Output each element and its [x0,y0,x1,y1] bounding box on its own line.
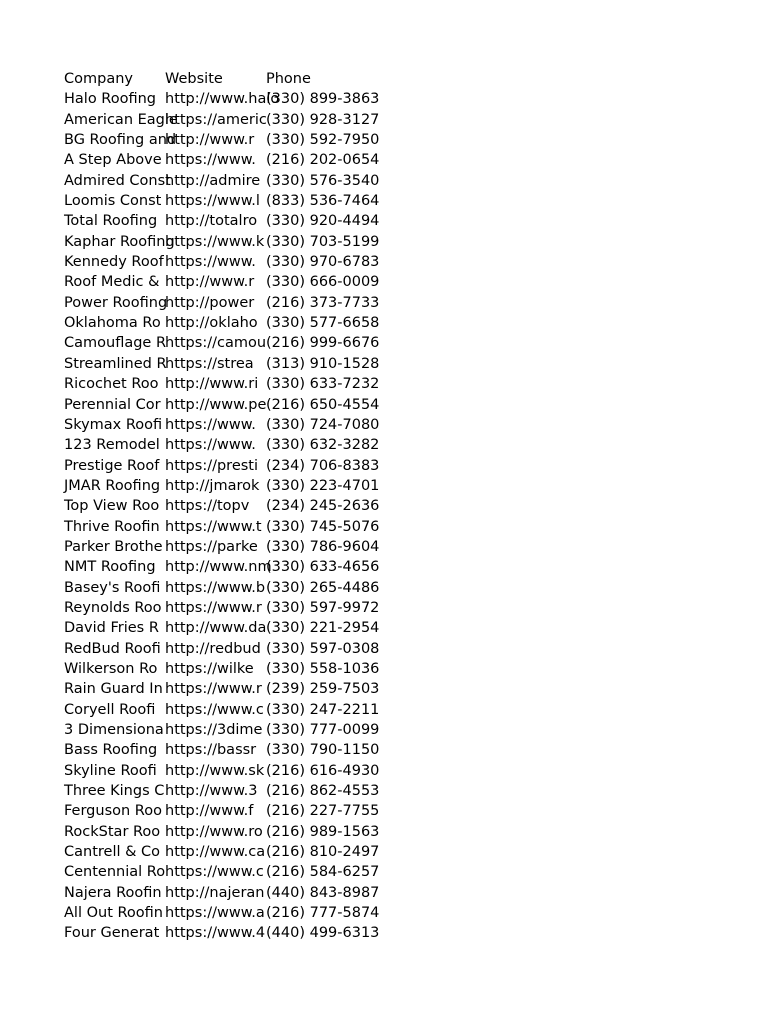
table-row [64,903,396,923]
website-cell: https://presti [165,457,259,474]
website-cell: http://www.ro [165,823,263,840]
phone-cell: (330) 633-4656 [266,559,380,576]
company-cell: NMT Roofing [64,559,156,576]
website-cell: https://www.c [165,701,264,718]
header-company: Company [64,71,133,87]
table-row [64,618,396,638]
phone-cell: (216) 584-6257 [266,864,380,881]
table-row [64,740,396,760]
company-cell: Prestige Roof [64,457,160,474]
company-cell: Total Roofing [64,213,158,230]
table-body [64,89,396,943]
phone-cell: (330) 633-7232 [266,376,380,393]
table-row [64,272,396,292]
table-row [64,313,396,333]
company-cell: American Eagle [64,111,178,128]
website-cell: https://wilke [165,660,254,677]
website-cell: https://www.r [165,599,262,616]
phone-cell: (216) 373-7733 [266,294,380,311]
website-cell: http://admire [165,172,261,189]
company-cell: Centennial Ro [64,864,166,881]
website-cell: http://www.ri [165,376,259,393]
phone-cell: (330) 745-5076 [266,518,380,535]
table-row [64,842,396,862]
phone-cell: (330) 558-1036 [266,660,380,677]
company-cell: David Fries R [64,620,159,637]
company-cell: Admired Const [64,172,171,189]
table-row [64,517,396,537]
website-cell: https://topv [165,498,250,515]
website-cell: https://bassr [165,742,257,759]
company-cell: Three Kings C [64,783,165,800]
company-cell: Ricochet Roo [64,376,159,393]
table-row [64,293,396,313]
company-cell: Perennial Cor [64,396,161,413]
table-row [64,781,396,801]
table-row [64,761,396,781]
website-cell: https://www.r [165,681,262,698]
phone-cell: (330) 790-1150 [266,742,380,759]
phone-cell: (330) 592-7950 [266,132,380,149]
phone-cell: (216) 989-1563 [266,823,380,840]
table-row [64,923,396,943]
phone-cell: (330) 265-4486 [266,579,380,596]
website-cell: https://www.b [165,579,266,596]
website-cell: http://www.f [165,803,254,820]
phone-cell: (216) 999-6676 [266,335,380,352]
phone-cell: (330) 920-4494 [266,213,380,230]
table-row [64,720,396,740]
table-row [64,822,396,842]
table-row [64,537,396,557]
website-cell: https://www. [165,254,256,271]
company-cell: Skyline Roofi [64,762,157,779]
phone-cell: (234) 245-2636 [266,498,380,515]
website-cell: https://www. [165,416,256,433]
phone-cell: (216) 862-4553 [266,783,380,800]
company-cell: All Out Roofin [64,905,163,922]
website-cell: http://www.sk [165,762,265,779]
website-cell: https://www.4 [165,925,266,942]
phone-cell: (216) 810-2497 [266,844,380,861]
company-cell: Power Roofing [64,294,168,311]
phone-cell: (330) 724-7080 [266,416,380,433]
phone-cell: (313) 910-1528 [266,355,380,372]
company-cell: Oklahoma Ro [64,315,161,332]
company-cell: RockStar Roo [64,823,161,840]
website-cell: http://www.halo [165,91,280,108]
phone-cell: (330) 970-6783 [266,254,380,271]
table-row [64,801,396,821]
website-cell: https://camou [165,335,267,352]
company-cell: JMAR Roofing [64,477,161,494]
table-row [64,679,396,699]
table-row [64,333,396,353]
phone-cell: (239) 259-7503 [266,681,380,698]
company-cell: Camouflage R [64,335,167,352]
website-cell: https://www.t [165,518,262,535]
website-cell: http://www.r [165,274,255,291]
header-phone: Phone [266,71,311,87]
company-cell: Kennedy Roof [64,254,164,271]
company-cell: Parker Brothe [64,538,163,555]
table-row [64,496,396,516]
website-cell: http://najeran [165,884,265,901]
website-cell: https://www.l [165,193,260,210]
company-cell: Loomis Const [64,193,162,210]
company-cell: Reynolds Roo [64,599,162,616]
website-cell: https://www.c [165,864,264,881]
company-cell: RedBud Roofi [64,640,161,657]
website-cell: http://redbud [165,640,261,657]
table-row [64,598,396,618]
table-row [64,415,396,435]
table-row [64,557,396,577]
table-row [64,89,396,109]
company-cell: Streamlined R [64,355,167,372]
company-cell: Cantrell & Co [64,844,161,861]
phone-cell: (330) 899-3863 [266,91,380,108]
website-cell: https://americ [165,111,267,128]
table-row [64,862,396,882]
phone-cell: (216) 616-4930 [266,762,380,779]
company-cell: Ferguson Roo [64,803,162,820]
company-cell: 3 Dimensiona [64,722,164,738]
phone-cell: (330) 247-2211 [266,701,380,718]
table-row [64,191,396,211]
header-website: Website [165,71,223,87]
phone-cell: (216) 777-5874 [266,905,380,922]
table-row [64,171,396,191]
website-cell: http://totalro [165,213,258,230]
table-row [64,578,396,598]
table-row [64,456,396,476]
table-row [64,130,396,150]
website-cell: https://3dime [165,722,263,738]
website-cell: http://www.r [165,132,255,149]
table-row [64,700,396,720]
company-cell: A Step Above [64,152,162,169]
website-cell: https://www.k [165,233,265,250]
website-cell: https://www.a [165,905,265,922]
website-cell: http://www.ca [165,844,266,861]
phone-cell: (330) 632-3282 [266,437,380,454]
table-row [64,252,396,272]
table-row [64,354,396,374]
website-cell: https://www. [165,437,256,454]
website-cell: https://strea [165,355,254,372]
company-cell: Wilkerson Ro [64,660,158,677]
website-cell: http://power [165,294,255,311]
company-cell: Basey's Roofi [64,579,161,596]
phone-cell: (216) 650-4554 [266,396,380,413]
phone-cell: (330) 597-0308 [266,640,380,657]
website-cell: http://www.3 [165,783,258,800]
phone-cell: (440) 843-8987 [266,884,380,901]
phone-cell: (234) 706-8383 [266,457,380,474]
phone-cell: (330) 597-9972 [266,599,380,616]
phone-cell: (330) 666-0009 [266,274,380,291]
table-row [64,476,396,496]
company-cell: Bass Roofing [64,742,158,759]
website-cell: http://oklaho [165,315,258,332]
company-cell: Rain Guard In [64,681,163,698]
spreadsheet-table [64,69,396,944]
website-cell: https://parke [165,538,258,555]
table-row [64,374,396,394]
company-cell: Top View Roo [64,498,160,515]
company-cell: 123 Remodel [64,437,160,454]
phone-cell: (330) 703-5199 [266,233,380,250]
phone-cell: (216) 202-0654 [266,152,380,169]
phone-cell: (330) 786-9604 [266,538,380,555]
table-row [64,659,396,679]
table-row [64,150,396,170]
table-row [64,395,396,415]
phone-cell: (330) 223-4701 [266,477,380,494]
company-cell: Najera Roofin [64,884,162,901]
phone-cell: (330) 576-3540 [266,172,380,189]
company-cell: Halo Roofing [64,91,156,108]
company-cell: Roof Medic & [64,274,160,291]
website-cell: http://www.nm [165,559,272,576]
phone-cell: (440) 499-6313 [266,925,380,942]
company-cell: BG Roofing and [64,132,177,149]
table-row [64,211,396,231]
header-row [64,69,396,89]
phone-cell: (330) 928-3127 [266,111,380,128]
phone-cell: (330) 577-6658 [266,315,380,332]
company-cell: Skymax Roofi [64,416,163,433]
website-cell: http://www.pe [165,396,267,413]
website-cell: http://www.da [165,620,267,637]
phone-cell: (833) 536-7464 [266,193,380,210]
website-cell: http://jmarok [165,477,260,494]
table-row [64,639,396,659]
company-cell: Kaphar Roofing [64,233,175,250]
company-cell: Four Generat [64,925,160,942]
table-row [64,110,396,130]
company-cell: Thrive Roofin [64,518,160,535]
company-cell: Coryell Roofi [64,701,156,718]
phone-cell: (216) 227-7755 [266,803,380,820]
website-cell: https://www. [165,152,256,169]
phone-cell: (330) 221-2954 [266,620,380,637]
table-row [64,232,396,252]
table-row [64,883,396,903]
phone-cell: (330) 777-0099 [266,722,380,738]
table-row [64,435,396,455]
